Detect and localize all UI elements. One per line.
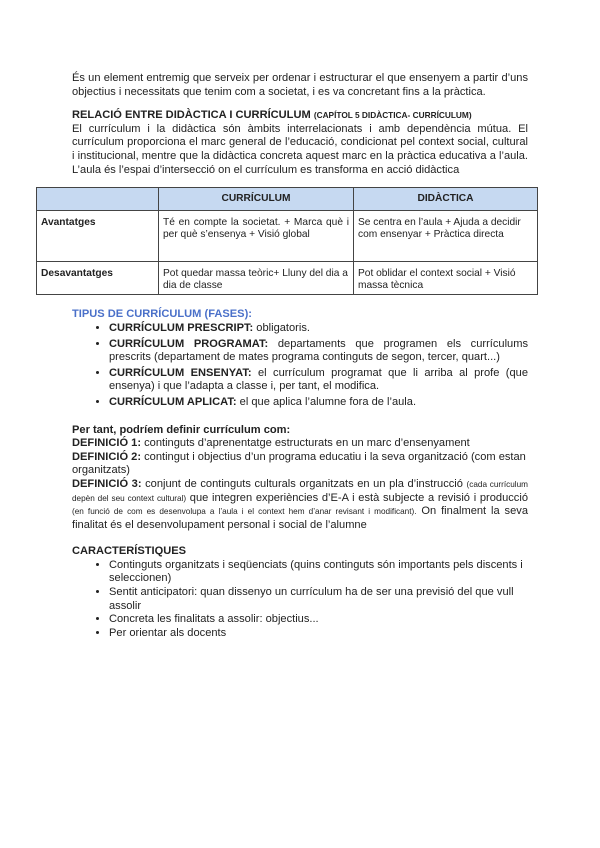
row-label: Desavantatges (37, 261, 159, 295)
cell-curriculum: Pot quedar massa teòric+ Lluny del dia a dia de classe (159, 261, 354, 295)
item-text: el currículum programat que li arriba al profe (que ensenya) i que l’adapta a classe i, per tant, el modifica. (109, 366, 528, 393)
relacio-paragraph: El currículum i la didàctica són àmbits interrelacionats i amb dependència mútua. El currículum proporciona el marc general de l’educació, condicionat pel context social, cultural i institucional, mentre que la didàctica concreta aquest marc en la pràctica educativa a l’aula. L’aula és l’espai d’intersecció on el currículum es transforma en acció didàctica (72, 122, 528, 176)
table-header-row (37, 188, 538, 210)
list-item (109, 322, 528, 336)
def-text: On finalment la seva finalitat és el desenvolupament personal i social de l’alumne (72, 505, 528, 531)
list-item (109, 338, 528, 365)
table-header-curriculum: CURRÍCULUM (159, 188, 354, 210)
list-item: • Sentit anticipatori: quan dissenyo un currículum ha de ser una previsió del que vull assolir (109, 586, 528, 613)
list-item: • Per orientar als docents (109, 627, 528, 641)
table-row (37, 210, 538, 261)
caracteristiques-heading: CARACTERÍSTIQUES (72, 545, 187, 558)
relacio-heading (72, 109, 528, 123)
definicio-3 (72, 478, 528, 532)
def-text: continguts d’aprenentatge estructurats en un marc d’ensenyament (141, 437, 470, 450)
caracteristiques-list (72, 559, 528, 641)
list-item (109, 396, 528, 410)
table-header-empty (37, 188, 159, 210)
table-header-didactica: DIDÀCTICA (354, 188, 538, 210)
table-row (37, 261, 538, 295)
relacio-title: RELACIÓ ENTRE DIDÀCTICA I CURRÍCULUM (72, 109, 311, 122)
tipus-heading: TIPUS DE CURRÍCULUM (FASES): (72, 308, 252, 321)
relacio-subtitle: (CAPÍTOL 5 DIDÀCTICA- CURRÍCULUM) (313, 110, 472, 121)
item-label: CURRÍCULUM PRESCRIPT: (109, 321, 254, 334)
cell-curriculum: Té en compte la societat. + Marca què i per què s’ensenya + Visió global (159, 210, 354, 261)
def-label: DEFINICIÓ 1: (72, 437, 142, 450)
list-item: • Concreta les finalitats a assolir: objectius... (109, 613, 528, 627)
def-text: conjunt de continguts culturals organitzats en un pla d’instrucció (141, 477, 467, 490)
item-text: el que aplica l’alumne fora de l’aula. (236, 395, 417, 408)
def-label: DEFINICIÓ 3: (72, 477, 142, 490)
def-text: que integren experiències d’E-A i està subjecte a revisió i producció (186, 491, 528, 504)
intro-paragraph: És un element entremig que serveix per ordenar i estructurar el que ensenyem a partir d’uns objectius i necessitats que tenim com a societat, i es va concretant fins a la pràctica. (72, 72, 528, 98)
item-label: CURRÍCULUM PROGRAMAT: (109, 337, 269, 350)
def-note: (cada currículum depèn del seu context cultural) (72, 479, 528, 503)
item-label: CURRÍCULUM APLICAT: (109, 395, 237, 408)
def-label: DEFINICIÓ 2: (72, 450, 142, 463)
item-label: CURRÍCULUM ENSENYAT: (109, 366, 252, 379)
document-page (41, 72, 528, 640)
list-item: • Continguts organitzats i seqüenciats (quins continguts són importants pels discents i seleccionen) (109, 559, 528, 586)
list-item (109, 367, 528, 394)
def-note: (en funció de com es desenvolupa a l’aula i el context hem d’anar revisant i modificant). (72, 507, 417, 517)
comparison-table (36, 187, 538, 295)
item-text: departaments que programen els currículums prescrits (departament de mates programa continguts de segon, tercer, quart...) (109, 337, 528, 364)
tipus-list (72, 322, 528, 410)
def-text: contingut i objectius d’un programa educatiu i la seva organització (com estan organitzats) (72, 450, 526, 477)
definicio-2 (72, 451, 528, 478)
item-text: obligatoris. (253, 321, 310, 334)
definicions-heading: Per tant, podríem definir currículum com: (72, 423, 291, 436)
definicio-1 (72, 437, 528, 451)
cell-didactica: Pot oblidar el context social + Visió massa tècnica (354, 261, 538, 295)
row-label: Avantatges (37, 210, 159, 261)
cell-didactica: Se centra en l’aula + Ajuda a decidir com ensenyar + Pràctica directa (354, 210, 538, 261)
